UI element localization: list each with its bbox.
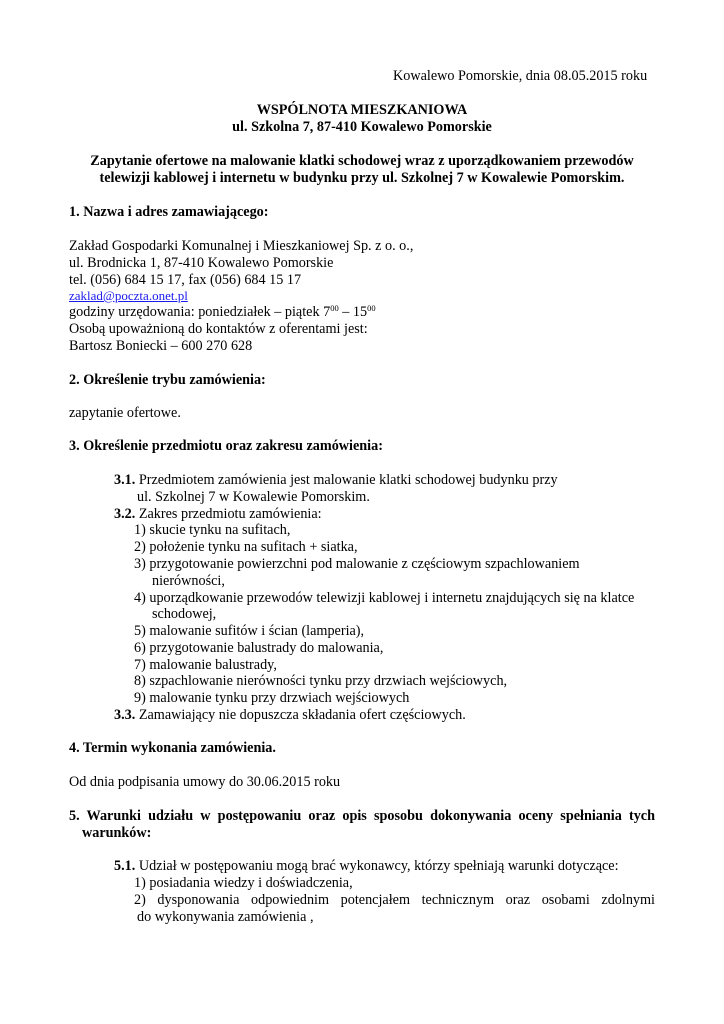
list-item: 6) przygotowanie balustrady do malowania,	[134, 640, 384, 656]
completion-term: Od dnia podpisania umowy do 30.06.2015 roku	[69, 774, 341, 790]
procurement-mode: zapytanie ofertowe.	[69, 405, 181, 421]
contact-intro: Osobą upoważnioną do kontaktów z oferentami jest:	[69, 321, 368, 337]
list-item-cont: schodowej,	[152, 606, 217, 622]
list-item: 2) położenie tynku na sufitach + siatka,	[134, 539, 358, 555]
company-name: Zakład Gospodarki Komunalnej i Mieszkaniowej Sp. z o. o.,	[69, 238, 414, 254]
point-3-2	[114, 506, 322, 523]
list-item: 7) malowanie balustrady,	[134, 657, 277, 673]
subject-line-2: telewizji kablowej i internetu w budynku przy ul. Szkolnej 7 w Kowalewie Pomorskim.	[99, 170, 625, 186]
date-line: Kowalewo Pomorskie, dnia 08.05.2015 roku	[393, 68, 648, 84]
header-org: WSPÓLNOTA MIESZKANIOWA	[256, 102, 468, 118]
point-3-2-text: Zakres przedmiotu zamówienia:	[138, 506, 322, 522]
section5-heading-line1: 5. Warunki udziału w postępowaniu oraz opis sposobu dokonywania oceny spełniania tych	[69, 808, 655, 824]
condition-2	[134, 892, 655, 909]
list-item: 5) malowanie sufitów i ścian (lamperia),	[134, 623, 365, 639]
hours-prefix: godziny urzędowania: poniedziałek – piątek 7	[69, 304, 331, 320]
condition-2-line1: 2) dysponowania odpowiednim potencjałem technicznym oraz osobami zdolnymi	[134, 892, 655, 908]
section5-heading	[69, 808, 655, 825]
office-hours	[69, 304, 376, 321]
section5-heading-line2: warunków:	[82, 825, 152, 841]
list-item: 1) skucie tynku na sufitach,	[134, 522, 291, 538]
condition-1: 1) posiadania wiedzy i doświadczenia,	[134, 875, 353, 891]
point-5-1	[114, 858, 619, 875]
company-street: ul. Brodnicka 1, 87-410 Kowalewo Pomorskie	[69, 255, 334, 271]
point-5-1-text: Udział w postępowaniu mogą brać wykonawcy, którzy spełniają warunki dotyczące:	[138, 858, 619, 874]
hours-sep: – 15	[338, 304, 368, 320]
hours-end-sup: 00	[367, 303, 376, 313]
hours-start-sup: 00	[330, 303, 339, 313]
header-address: ul. Szkolna 7, 87-410 Kowalewo Pomorskie	[232, 119, 492, 135]
point-3-1-num: 3.1.	[114, 472, 136, 488]
section3-heading: 3. Określenie przedmiotu oraz zakresu zamówienia:	[69, 438, 383, 454]
point-3-1-text: Przedmiotem zamówienia jest malowanie klatki schodowej budynku przy	[138, 472, 558, 488]
point-3-3-text: Zamawiający nie dopuszcza składania ofert częściowych.	[138, 707, 466, 723]
contact-person: Bartosz Boniecki – 600 270 628	[69, 338, 253, 354]
company-email[interactable]	[69, 288, 188, 305]
section4-heading: 4. Termin wykonania zamówienia.	[69, 740, 276, 756]
point-3-3-num: 3.3.	[114, 707, 136, 723]
list-item-cont: nierówności,	[152, 573, 225, 589]
subject-line-1: Zapytanie ofertowe na malowanie klatki schodowej wraz z uporządkowaniem przewodów	[90, 153, 634, 169]
point-3-1	[114, 472, 558, 489]
list-item: 3) przygotowanie powierzchni pod malowanie z częściowym szpachlowaniem	[134, 556, 580, 572]
list-item: 4) uporządkowanie przewodów telewizji kablowej i internetu znajdujących się na klatce	[134, 590, 635, 606]
email-link[interactable]: zaklad@poczta.onet.pl	[69, 288, 188, 303]
section1-heading: 1. Nazwa i adres zamawiającego:	[69, 204, 269, 220]
company-phone: tel. (056) 684 15 17, fax (056) 684 15 17	[69, 272, 302, 288]
point-5-1-num: 5.1.	[114, 858, 136, 874]
point-3-3	[114, 707, 466, 724]
list-item: 8) szpachlowanie nierówności tynku przy drzwiach wejściowych,	[134, 673, 508, 689]
section2-heading: 2. Określenie trybu zamówienia:	[69, 372, 266, 388]
condition-2-line2: do wykonywania zamówienia ,	[137, 909, 314, 925]
point-3-1-cont: ul. Szkolnej 7 w Kowalewie Pomorskim.	[137, 489, 370, 505]
list-item: 9) malowanie tynku przy drzwiach wejściowych	[134, 690, 410, 706]
point-3-2-num: 3.2.	[114, 506, 136, 522]
